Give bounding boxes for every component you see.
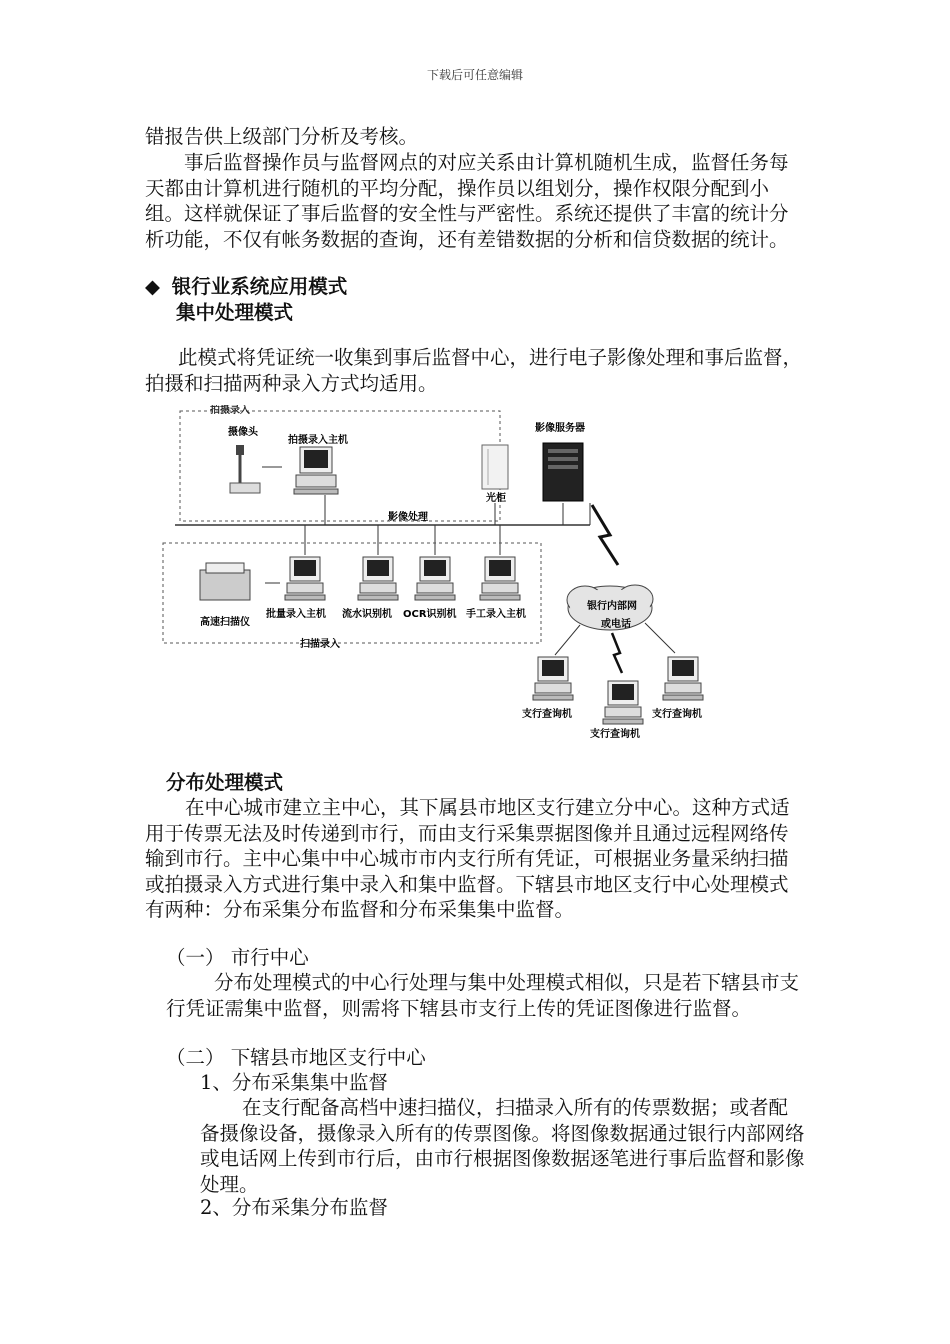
paragraph-continuation: 错报告供上级部门分析及考核。 — [145, 125, 419, 148]
cabinet-icon — [482, 445, 508, 489]
manual-host-computer-icon — [480, 557, 520, 600]
ocr-machine-computer-icon — [415, 557, 455, 600]
paragraph-distributed: 在中心城市建立主中心，其下属县市地区支行建立分中心。这种方式适用于传票无法及时传递到市行，而由支行采集票据图像并且通过远程网络传输到市行。主中心集中中心城市市内支行所有凭证，可根据业务量采纳扫描或拍摄录入方式进行集中录入和集中监督。下辖县市地区支行中心处理模式有两种：分布采集分布监督和分布采集集中监督。 — [145, 796, 790, 921]
photo-group-label: 拍摄录入 — [210, 405, 250, 416]
flow-machine-computer-icon — [358, 557, 398, 600]
heading-distributed: 分布处理模式 — [166, 771, 284, 794]
heading-bank-modes — [145, 274, 347, 299]
manual-host-label: 手工录入主机 — [466, 609, 526, 620]
branch-query-computer-icon-1 — [533, 657, 573, 700]
camera-label: 摄像头 — [228, 427, 258, 438]
lightning-icon-2 — [612, 633, 622, 673]
branch-query-computer-icon-2 — [603, 681, 643, 724]
ocr-machine-label: OCR识别机 — [403, 609, 457, 620]
subsection-1-title: 1、分布采集集中监督 — [200, 1071, 388, 1094]
photo-host-computer-icon — [294, 447, 338, 494]
section-1-text: 分布处理模式的中心行处理与集中处理模式相似，只是若下辖县市支行凭证需集中监督，则需将下辖县市支行上传的凭证图像进行监督。 — [166, 971, 800, 1020]
photo-host-label: 拍摄录入主机 — [288, 435, 348, 446]
section-2-title: （二） 下辖县市地区支行中心 — [166, 1046, 426, 1069]
page-header: 下载后可任意编辑 — [426, 68, 523, 82]
subsection-1-text: 在支行配备高档中速扫描仪，扫描录入所有的传票数据；或者配备摄像设备，摄像录入所有的传票图像。将图像数据通过银行内部网络或电话网上传到市行后，由市行根据图像数据逐笔进行事后监督和影像处理。 — [200, 1096, 805, 1196]
scanner-icon — [200, 563, 250, 600]
branch-query-computer-icon-3 — [663, 657, 703, 700]
server-icon — [543, 443, 583, 501]
system-diagram — [160, 405, 720, 745]
scanner-label: 高速扫描仪 — [200, 617, 250, 628]
subsection-2-title: 2、分布采集分布监督 — [200, 1196, 388, 1219]
heading-central: 集中处理模式 — [176, 301, 294, 324]
branch-query-label-1: 支行查询机 — [522, 709, 572, 720]
scan-group-label: 扫描录入 — [300, 639, 340, 650]
network-label-1: 银行内部网 — [587, 601, 637, 612]
flow-machine-label: 流水识别机 — [342, 609, 392, 620]
network-label-2: 或电话 — [601, 619, 631, 630]
image-server-label: 影像服务器 — [535, 423, 585, 434]
batch-host-label: 批量录入主机 — [266, 609, 326, 620]
batch-host-computer-icon — [285, 557, 325, 600]
camera-icon — [230, 445, 260, 493]
paragraph-audit: 事后监督操作员与监督网点的对应关系由计算机随机生成，监督任务每天都由计算机进行随机的平均分配，操作员以组划分，操作权限分配到小组。这样就保证了事后监督的安全性与严密性。系统还提供了丰富的统计分析功能，不仅有帐务数据的查询，还有差错数据的分析和信贷数据的统计。 — [145, 151, 789, 251]
diamond-bullet-icon: ◆ — [145, 275, 160, 298]
paragraph-central: 此模式将凭证统一收集到事后监督中心，进行电子影像处理和事后监督，拍摄和扫描两种录入方式均适用。 — [145, 346, 803, 395]
section-1-title: （一） 市行中心 — [166, 946, 309, 969]
lightning-icon — [592, 505, 618, 565]
cabinet-label: 光柜 — [486, 493, 506, 504]
image-processing-label: 影像处理 — [388, 512, 428, 523]
branch-query-label-3: 支行查询机 — [652, 709, 702, 720]
branch-query-label-2: 支行查询机 — [590, 729, 640, 740]
heading-bank-text: 银行业系统应用模式 — [171, 275, 348, 298]
